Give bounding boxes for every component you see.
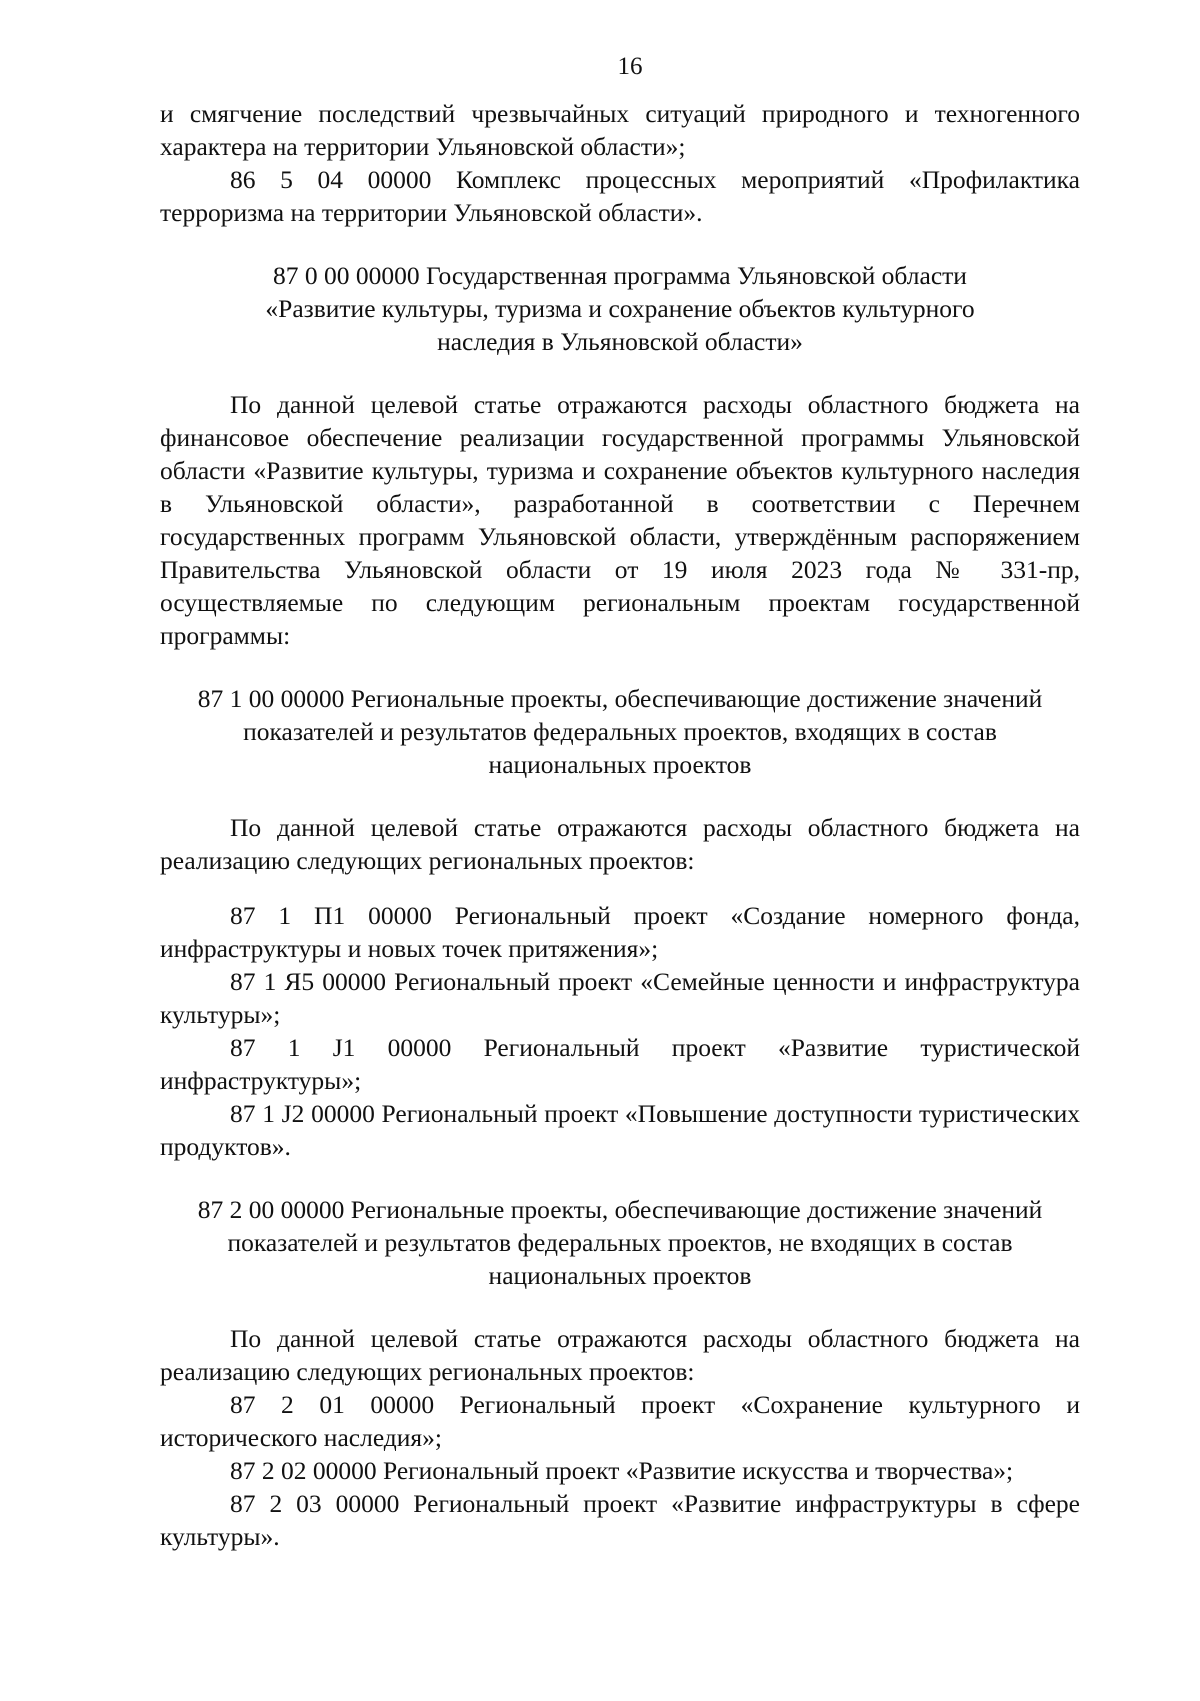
list-item: 87 1 П1 00000 Региональный проект «Создание номерного фонда, инфраструктуры и новых точек притяжения»; xyxy=(160,901,1080,963)
intro-paragraph-item: 86 5 04 00000 Комплекс процессных мероприятий «Профилактика терроризма на территории Ульяновской области». xyxy=(160,165,1080,227)
page-number: 16 xyxy=(617,53,643,80)
document-page xyxy=(160,50,1080,1553)
section-heading-87-1: 87 1 00 00000 Региональные проекты, обеспечивающие достижение значений показателей и результатов федеральных проектов, входящих в состав национальных проектов xyxy=(197,684,1043,779)
list-item: 87 1 J2 00000 Региональный проект «Повышение доступности туристических продуктов». xyxy=(160,1099,1080,1161)
section-paragraph-87-0: По данной целевой статье отражаются расходы областного бюджета на финансовое обеспечение реализации государственной программы Ульяновской области «Развитие культуры, туризма и сохранение объектов культурного наследия в Ульяновской области», разработанной в соответствии с Перечнем государственных программ Ульяновской области, утверждённым распоряжением Правительства Ульяновской области от 19 июля 2023 года № 331-пр, осуществляемые по следующим региональным проектам государственной программы: xyxy=(160,390,1080,650)
section-heading-87-0: 87 0 00 00000 Государственная программа Ульяновской области «Развитие культуры, туризма и сохранение объектов культурного наследия в Ульяновской области» xyxy=(265,261,975,356)
section-paragraph-87-1: По данной целевой статье отражаются расходы областного бюджета на реализацию следующих региональных проектов: xyxy=(160,813,1080,875)
list-item: 87 1 J1 00000 Региональный проект «Развитие туристической инфраструктуры»; xyxy=(160,1033,1080,1095)
intro-paragraph-continuation: и смягчение последствий чрезвычайных ситуаций природного и техногенного характера на территории Ульяновской области»; xyxy=(160,99,1080,161)
section-heading-87-2: 87 2 00 00000 Региональные проекты, обеспечивающие достижение значений показателей и результатов федеральных проектов, не входящих в состав национальных проектов xyxy=(197,1195,1043,1290)
list-item: 87 2 01 00000 Региональный проект «Сохранение культурного и исторического наследия»; xyxy=(160,1390,1080,1452)
section-paragraph-87-2: По данной целевой статье отражаются расходы областного бюджета на реализацию следующих региональных проектов: xyxy=(160,1324,1080,1386)
list-item: 87 2 03 00000 Региональный проект «Развитие инфраструктуры в сфере культуры». xyxy=(160,1489,1080,1551)
list-item: 87 1 Я5 00000 Региональный проект «Семейные ценности и инфраструктура культуры»; xyxy=(160,967,1080,1029)
list-item: 87 2 02 00000 Региональный проект «Развитие искусства и творчества»; xyxy=(230,1456,1014,1485)
